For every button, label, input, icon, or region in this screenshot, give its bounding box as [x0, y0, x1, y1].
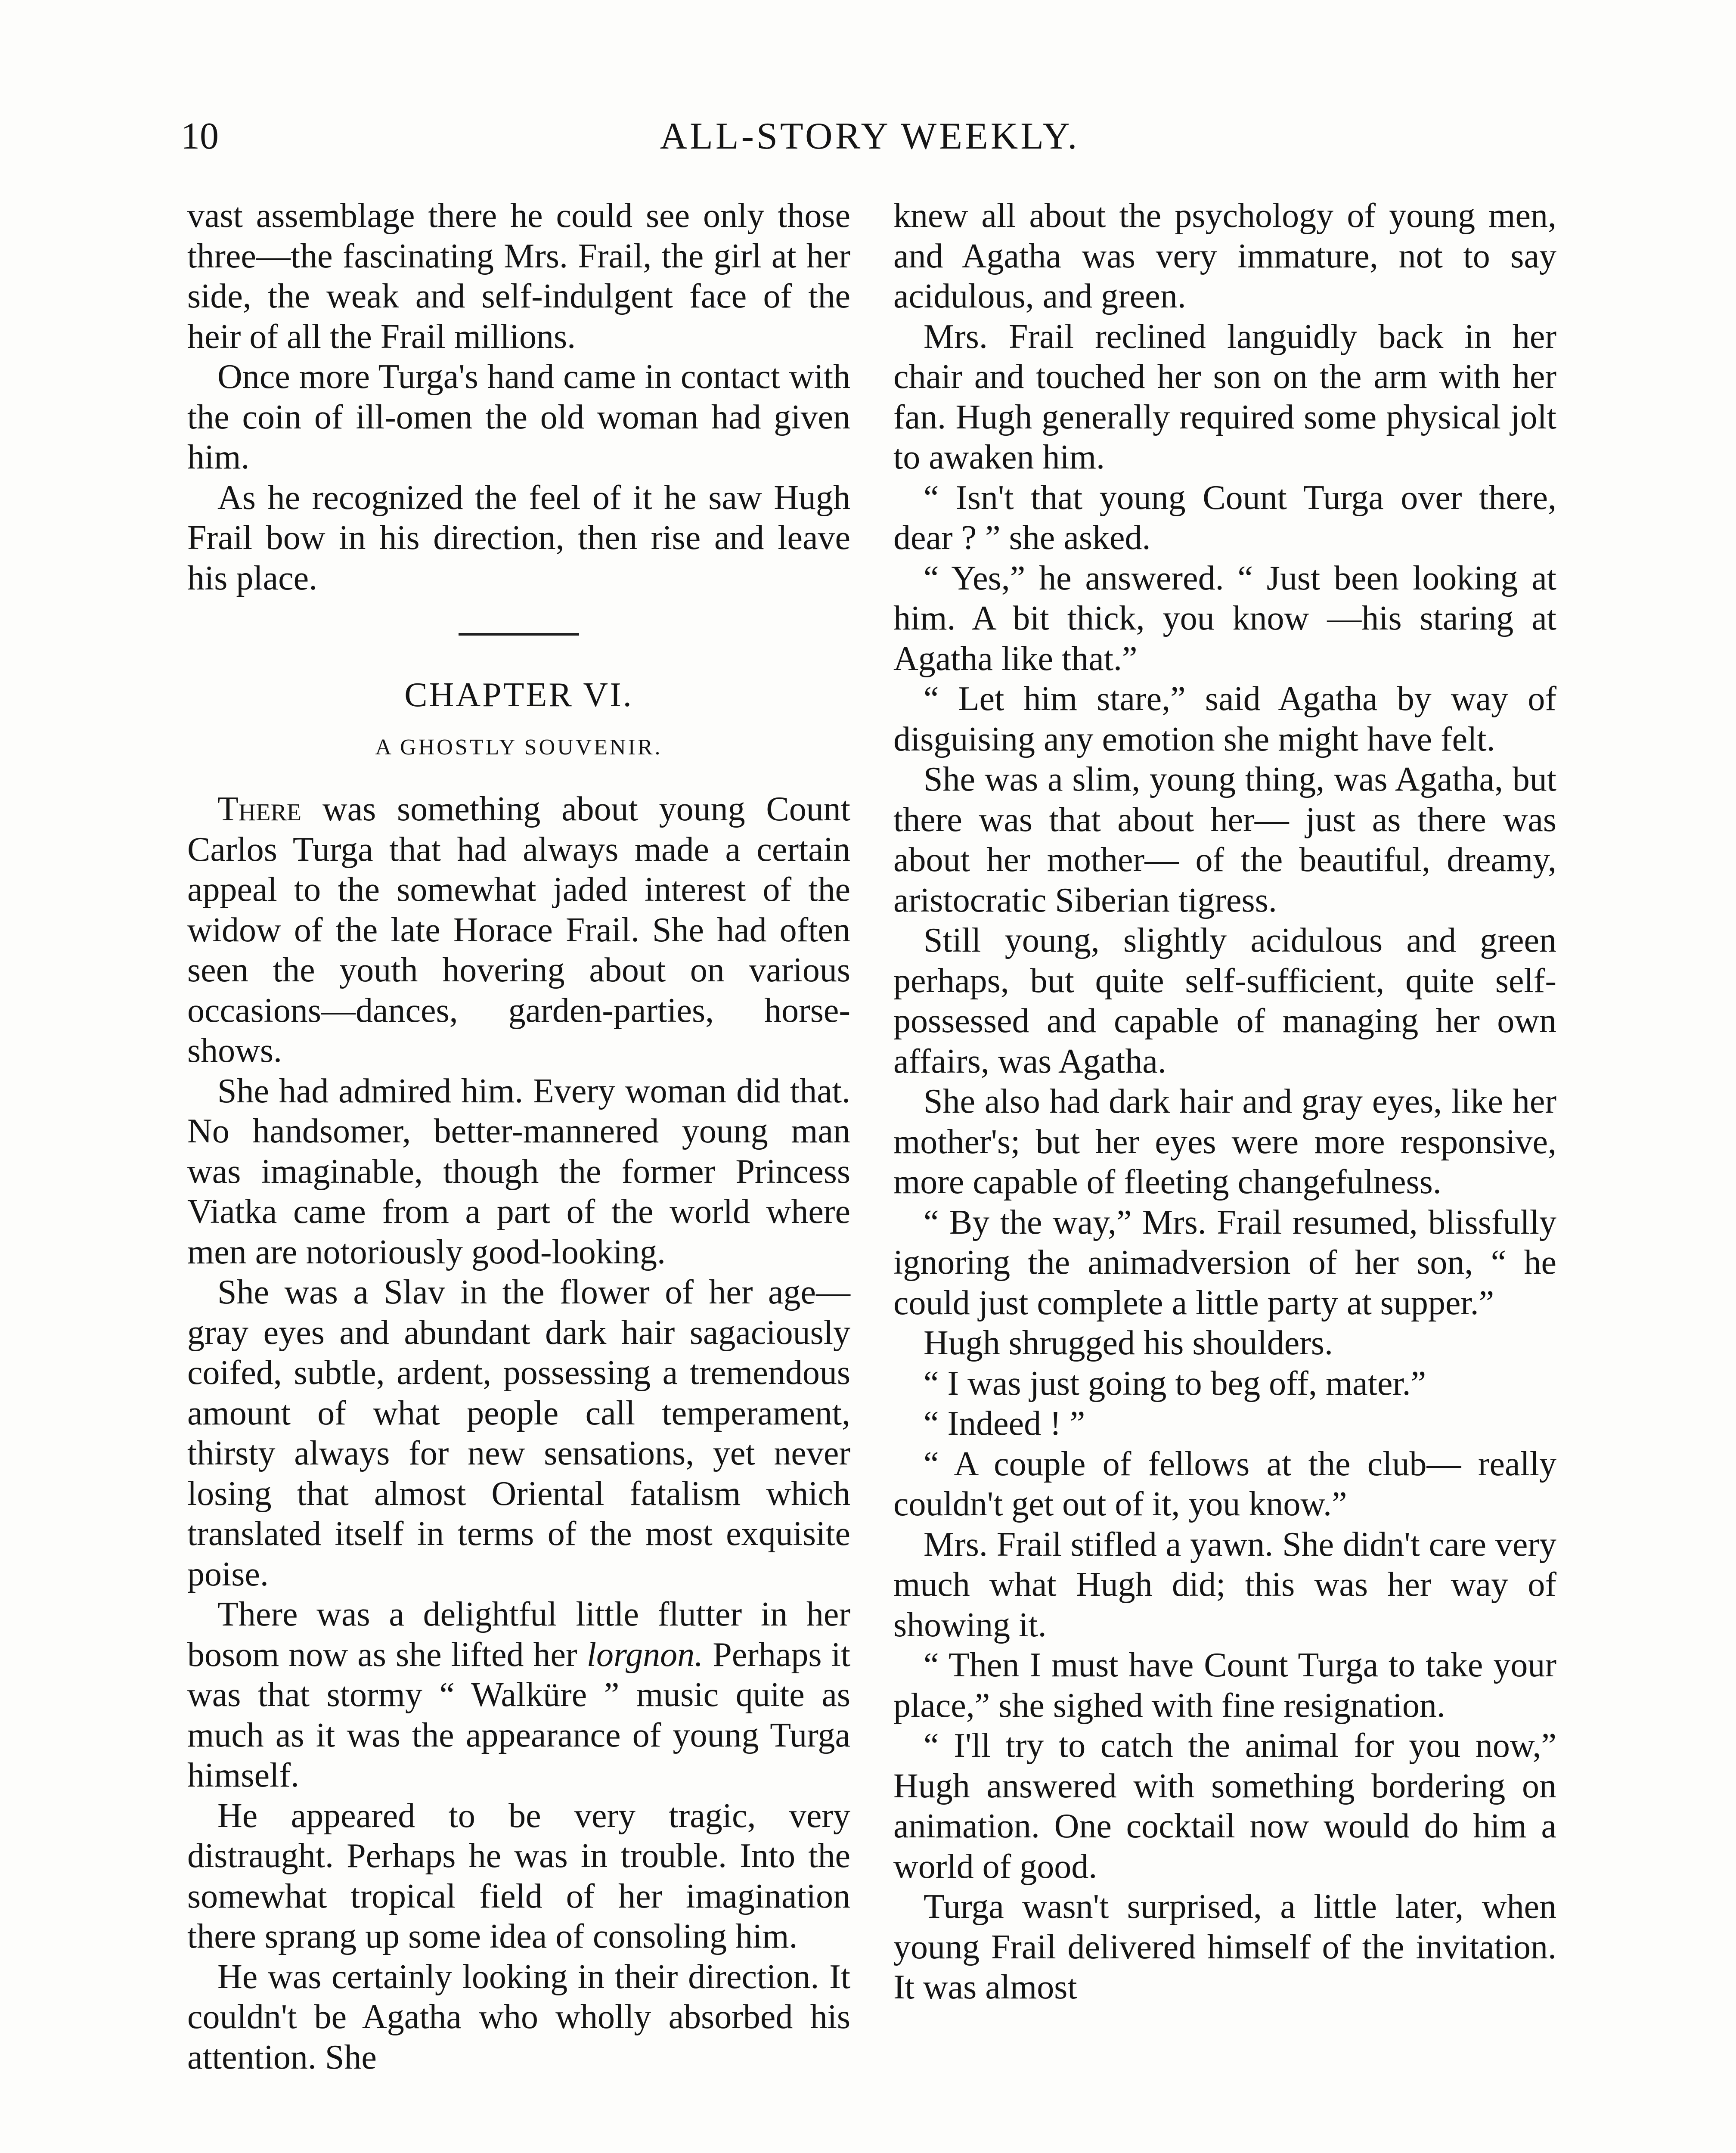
paragraph: Mrs. Frail stifled a yawn. She didn't care very much what Hugh did; this was her way of showing it.: [893, 1525, 1556, 1644]
paragraph: She also had dark hair and gray eyes, like her mother's; but her eyes were more responsive, more capable of fleeting changefulness.: [893, 1083, 1556, 1201]
paragraph: Once more Turga's hand came in contact with the coin of ill-omen the old woman had given him.: [187, 358, 850, 476]
right-column: [893, 196, 1556, 2008]
paragraph: He was certainly looking in their direction. It couldn't be Agatha who wholly absorbed his attention. She: [187, 1958, 850, 2076]
left-column: [187, 196, 850, 2078]
paragraph: As he recognized the feel of it he saw Hugh Frail bow in his direction, then rise and leave his place.: [187, 478, 850, 597]
chapter-subtitle: A GHOSTLY SOUVENIR.: [375, 735, 663, 760]
paragraph-text: There was a delightful little flutter in her bosom now as she lifted her: [187, 1595, 850, 1674]
paragraph: She was a slim, young thing, was Agatha, but there was that about her— just as there was about her mother— of the beautiful, dreamy, aristocratic Siberian tigress.: [893, 760, 1556, 919]
running-head: ALL-STORY WEEKLY.: [660, 115, 1080, 157]
lead-word: There: [217, 790, 302, 828]
paragraph: knew all about the psychology of young men, and Agatha was very immature, not to say acidulous, and green.: [893, 197, 1556, 315]
page-header: [181, 113, 1559, 160]
paragraph: “ I was just going to beg off, mater.”: [924, 1364, 1426, 1402]
paragraph: “ Let him stare,” said Agatha by way of disguising any emotion she might have felt.: [893, 680, 1556, 758]
paragraph: She was a Slav in the flower of her age—gray eyes and abundant dark hair sagaciously coifed, subtle, ardent, possessing a tremendous amount of what people call temperament, thirsty always for new sensations, yet never losing that almost Oriental fatalism which translated itself in terms of the most exquisite poise.: [187, 1273, 850, 1593]
section-divider: [459, 633, 579, 636]
chapter-heading: CHAPTER VI.: [404, 676, 633, 714]
paragraph: “ Indeed ! ”: [924, 1405, 1085, 1443]
paragraph: Mrs. Frail reclined languidly back in her chair and touched her son on the arm with her fan. Hugh generally required some physical jolt to awaken him.: [893, 317, 1556, 476]
italic-word: lorgnon.: [586, 1635, 704, 1674]
paragraph: “ Yes,” he answered. “ Just been looking at him. A bit thick, you know —his staring at Agatha like that.”: [893, 559, 1556, 678]
paragraph: [187, 789, 850, 1071]
paragraph-text: Perhaps it was that stormy “ Walküre ” music quite as much as it was the appearance of young Turga himself.: [187, 1635, 851, 1794]
page-number: 10: [181, 115, 219, 157]
paragraph: Still young, slightly acidulous and green perhaps, but quite self-sufficient, quite self-possessed and capable of managing her own affairs, was Agatha.: [893, 921, 1556, 1080]
paragraph: Hugh shrugged his shoulders.: [924, 1324, 1333, 1362]
paragraph: “ A couple of fellows at the club— really couldn't get out of it, you know.”: [893, 1445, 1556, 1523]
paragraph: “ By the way,” Mrs. Frail resumed, blissfully ignoring the animadversion of her son, “ he could just complete a little party at supper.”: [893, 1203, 1556, 1322]
paragraph: “ Isn't that young Count Turga over there, dear ? ” she asked.: [893, 478, 1556, 557]
paragraph: “ I'll try to catch the animal for you now,” Hugh answered with something bordering on animation. One cocktail now would do him a world of good.: [893, 1727, 1556, 1886]
paragraph: He appeared to be very tragic, very distraught. Perhaps he was in trouble. Into the somewhat tropical field of her imagination there sprang up some idea of consoling him.: [187, 1796, 850, 1955]
paragraph: Turga wasn't surprised, a little later, when young Frail delivered himself of the invitation. It was almost: [893, 1888, 1556, 2006]
paragraph: She had admired him. Every woman did that. No handsomer, better-mannered young man was imaginable, though the former Princess Viatka came from a part of the world where men are notoriously good-looking.: [187, 1072, 850, 1271]
paragraph: vast assemblage there he could see only those three—the fascinating Mrs. Frail, the girl at her side, the weak and self-indulgent face of the heir of all the Frail millions.: [187, 197, 850, 356]
paragraph: “ Then I must have Count Turga to take your place,” she sighed with fine resignation.: [893, 1646, 1556, 1725]
paragraph-text: was something about young Count Carlos Turga that had always made a certain appeal to the somewhat jaded interest of the widow of the late Horace Frail. She had often seen the youth hovering about on various occasions—dances, garden-parties, horse-shows.: [187, 790, 850, 1070]
paragraph: [187, 1595, 850, 1796]
